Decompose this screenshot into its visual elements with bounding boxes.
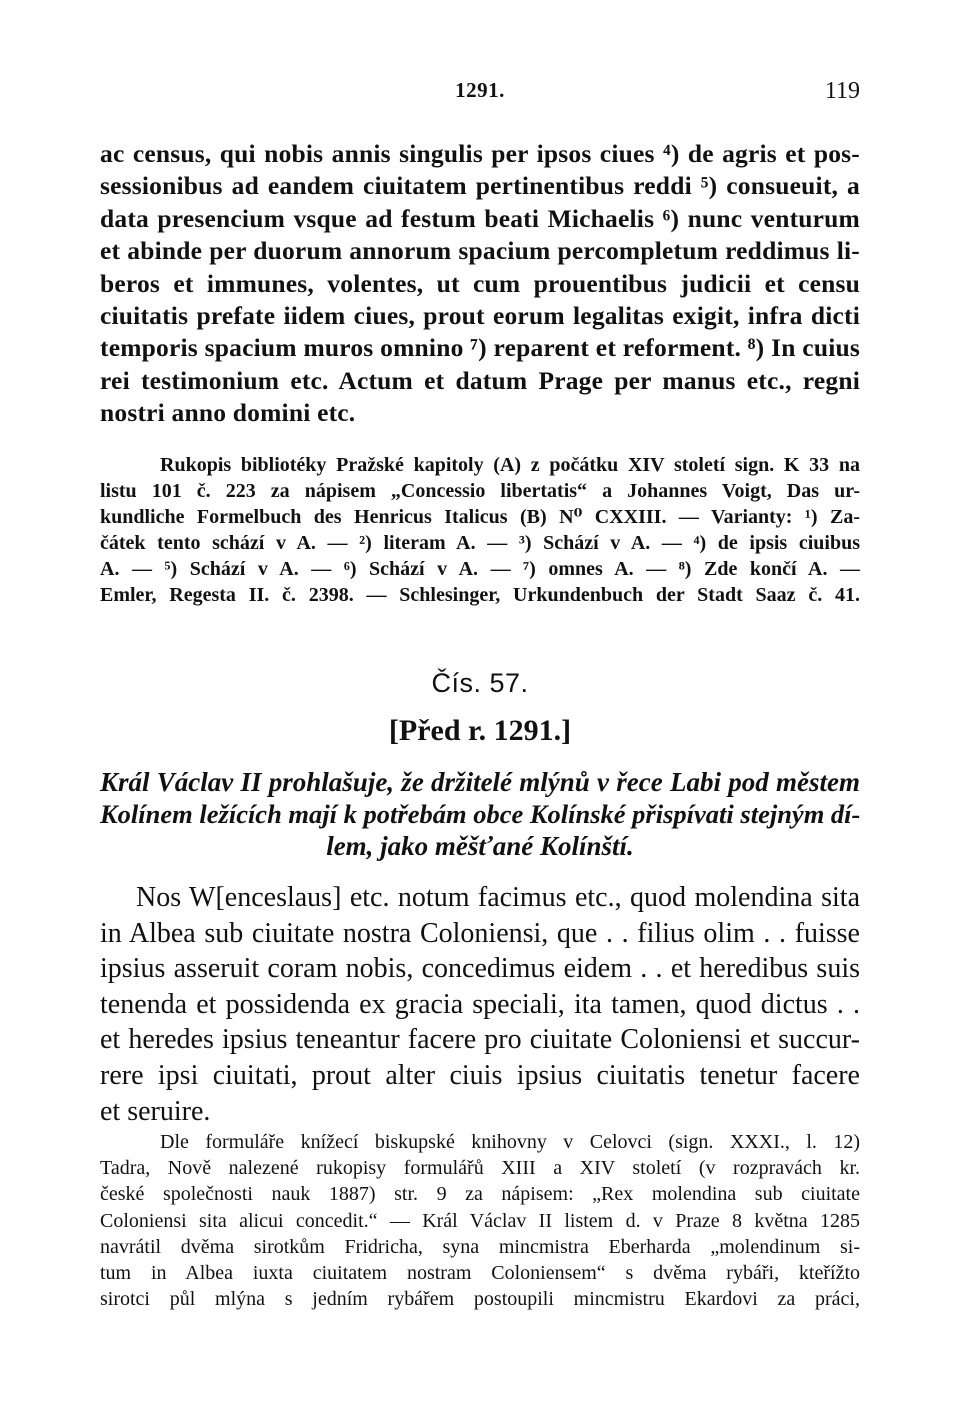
regest-line: Kolínem ležících mají k potřebám obce Kolínské přispívati stejným dí-	[100, 799, 861, 829]
page-number: 119	[824, 78, 860, 104]
text-line: nostri anno domini etc.	[100, 398, 356, 428]
regest-summary	[100, 766, 860, 862]
note-line: Tadra, Nově nalezené rukopisy formulářů XIII a XIV století (v rozpravách kr.	[100, 1157, 860, 1180]
note-line: Dle formuláře knížecí biskupské knihovny v Celovci (sign. XXXI., l. 12)	[160, 1131, 860, 1153]
text-line: et abinde per duorum annorum spacium percompletum reddimus li-	[100, 236, 860, 266]
note-line: listu 101 č. 223 za nápisem „Concessio libertatis“ a Johannes Voigt, Das ur-	[100, 480, 860, 502]
text-line: tenenda et possidenda ex gracia speciali, ita tamen, quod dictus . .	[100, 988, 860, 1020]
note-line: české společnosti nauk 1887) str. 9 za nápisem: „Rex molendina sub ciuitate	[100, 1183, 860, 1206]
document-date: [Před r. 1291.]	[388, 714, 572, 747]
page-header	[100, 78, 860, 112]
regest-line: lem, jako měšťané Kolínští.	[326, 831, 634, 861]
latin-text-continuation	[100, 138, 860, 430]
note-line: kundliche Formelbuch des Henricus Italicus (B) N⁰ CXXIII. — Varianty: ¹) Za-	[100, 506, 860, 528]
text-line: et heredes ipsius teneantur facere pro ciuitate Coloniensi et succur-	[100, 1024, 860, 1056]
latin-text-charter	[100, 880, 860, 1129]
regest-line: Král Václav II prohlašuje, že držitelé mlýnů v řece Labi pod městem	[100, 767, 860, 797]
running-head-year: 1291.	[455, 78, 505, 102]
source-notes-2	[100, 1129, 860, 1312]
text-line: ciuitatis prefate iidem ciues, prout eorum legalitas exigit, infra dicti	[100, 300, 860, 330]
text-line: rere ipsi ciuitati, prout alter ciuis ipsius ciuitatis tenetur facere	[100, 1059, 860, 1091]
text-line: data presencium vsque ad festum beati Michaelis ⁶) nunc venturum	[100, 203, 860, 233]
note-line: navrátil dvěma sirotkům Fridricha, syna mincmistra Eberharda „molendinum si-	[100, 1235, 860, 1258]
note-line: A. — ⁵) Schází v A. — ⁶) Schází v A. — ⁷) omnes A. — ⁸) Zde končí A. —	[100, 558, 860, 580]
text-line: rei testimonium etc. Actum et datum Prage per manus etc., regni	[100, 365, 860, 395]
note-line: Emler, Regesta II. č. 2398. — Schlesinger, Urkundenbuch der Stadt Saaz č. 41.	[100, 584, 860, 606]
note-line: Rukopis bibliotéky Pražské kapitoly (A) z počátku XIV století sign. K 33 na	[160, 454, 860, 476]
text-line: Nos W[enceslaus] etc. notum facimus etc., quod molendina sita	[136, 882, 860, 913]
note-line: čátek tento schází v A. — ²) literam A. — ³) Schází v A. — ⁴) de ipsis ciuibus	[100, 532, 860, 554]
note-line: tum in Albea iuxta ciuitatem nostram Coloniensem“ s dvěma rybáři, kteřížto	[100, 1261, 860, 1284]
text-line: in Albea sub ciuitate nostra Coloniensi, que . . filius olim . . fuisse	[100, 917, 860, 949]
document-number: Čís. 57.	[431, 668, 529, 698]
text-line: beros et immunes, volentes, ut cum prouentibus judicii et censu	[100, 268, 860, 298]
note-line: sirotci půl mlýna s jedním rybářem postoupili mincmistru Ekardovi za práci,	[100, 1288, 860, 1311]
text-line: ipsius asseruit coram nobis, concedimus eidem . . et heredibus suis	[100, 953, 860, 985]
source-notes-1	[100, 452, 860, 608]
text-line: ac census, qui nobis annis singulis per ipsos ciues ⁴) de agris et pos-	[100, 139, 860, 168]
text-line: temporis spacium muros omnino ⁷) reparent et reforment. ⁸) In cuius	[100, 333, 860, 363]
text-line: et seruire.	[100, 1095, 211, 1127]
text-line: sessionibus ad eandem ciuitatem pertinentibus reddi ⁵) consueuit, a	[100, 171, 860, 201]
note-line: Coloniensi sita alicui concedit.“ — Král Václav II listem d. v Praze 8 května 1285	[100, 1209, 860, 1232]
